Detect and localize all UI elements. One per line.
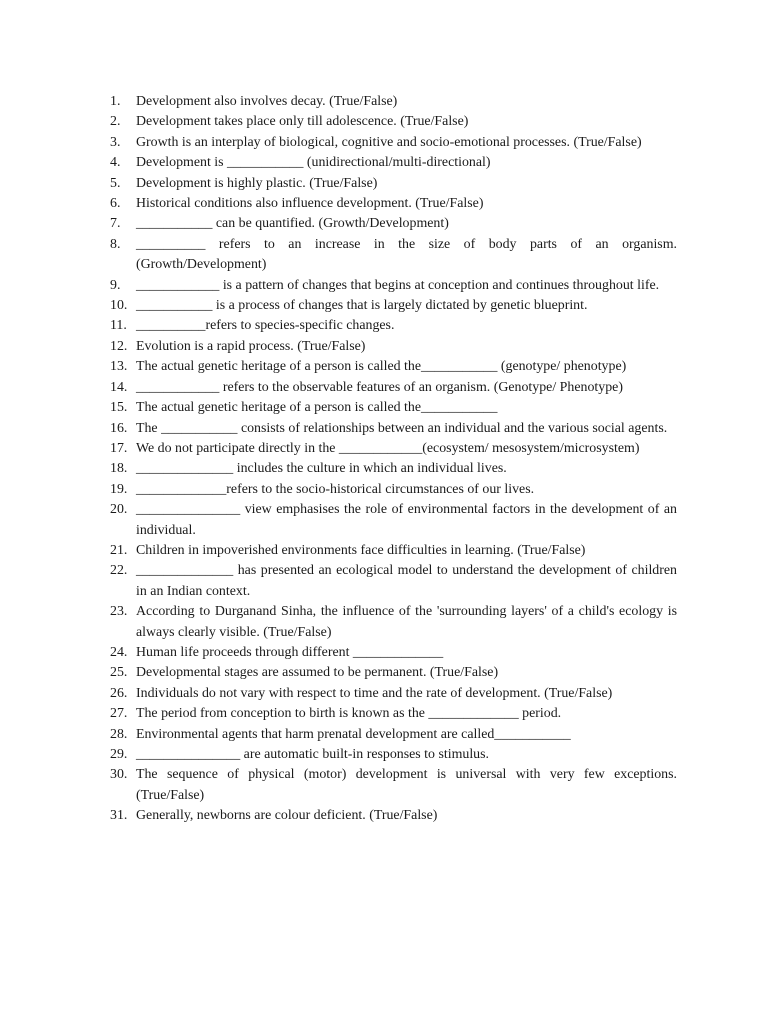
question-text: Evolution is a rapid process. (True/False) [136, 338, 366, 354]
question-text: ______________ includes the culture in which an individual lives. [136, 461, 507, 477]
question-number: 4. [110, 155, 121, 171]
question-text: Development is highly plastic. (True/False) [136, 175, 378, 191]
question-text: The actual genetic heritage of a person is called the___________ (genotype/ phenotype) [136, 359, 627, 375]
question-number: 7. [110, 216, 121, 232]
question-item [110, 745, 677, 765]
question-text: ____________ refers to the observable features of an organism. (Genotype/ Phenotype) [136, 379, 623, 395]
question-number: 25. [110, 665, 128, 681]
question-number: 24. [110, 644, 128, 660]
question-text: _______________ are automatic built-in responses to stimulus. [136, 747, 490, 762]
question-item [110, 276, 677, 296]
question-text: The period from conception to birth is known as the _____________ period. [136, 706, 562, 722]
question-number: 31. [110, 808, 128, 824]
question-text: According to Durganand Sinha, the influence of the 'surrounding layers' of a child's ecology is always clearly visible. (True/False) [136, 604, 677, 640]
question-number: 11. [110, 318, 127, 334]
question-item [110, 541, 677, 561]
question-text: __________refers to species-specific changes. [136, 318, 395, 334]
question-item [110, 459, 677, 479]
question-text: Children in impoverished environments face difficulties in learning. (True/False) [136, 542, 586, 558]
question-number: 29. [110, 747, 128, 762]
question-item [110, 419, 677, 439]
question-number: 17. [110, 440, 128, 456]
question-item [110, 806, 677, 826]
question-number: 9. [110, 277, 121, 293]
question-number: 20. [110, 502, 128, 518]
question-item [110, 133, 677, 153]
question-item [110, 480, 677, 500]
question-item [110, 684, 677, 704]
question-number: 3. [110, 134, 121, 150]
question-item [110, 725, 677, 745]
question-item [110, 643, 677, 663]
question-item [110, 174, 677, 194]
question-item [110, 194, 677, 214]
question-text: Development also involves decay. (True/False) [136, 94, 398, 109]
question-number: 12. [110, 338, 128, 354]
question-text: Individuals do not vary with respect to time and the rate of development. (True/False) [136, 685, 613, 701]
question-number: 27. [110, 706, 128, 722]
question-number: 19. [110, 481, 128, 497]
question-number: 28. [110, 726, 128, 742]
question-number: 8. [110, 236, 121, 252]
question-number: 26. [110, 685, 128, 701]
question-item [110, 378, 677, 398]
question-text: ______________ has presented an ecological model to understand the development of children in an Indian context. [136, 563, 677, 599]
question-number: 1. [110, 94, 121, 109]
question-text: Generally, newborns are colour deficient. (True/False) [136, 808, 438, 824]
question-number: 10. [110, 298, 128, 314]
question-item [110, 92, 677, 112]
question-number: 18. [110, 461, 128, 477]
question-text: The ___________ consists of relationships between an individual and the various social agents. [136, 420, 668, 436]
question-text: _______________ view emphasises the role of environmental factors in the development of an individual. [136, 502, 677, 538]
question-text: ____________ is a pattern of changes that begins at conception and continues throughout life. [136, 277, 660, 293]
question-item [110, 439, 677, 459]
question-item [110, 602, 677, 643]
question-text: Growth is an interplay of biological, cognitive and socio-emotional processes. (True/False) [136, 134, 642, 150]
question-text: Human life proceeds through different _____________ [136, 644, 444, 660]
question-list [110, 92, 677, 827]
question-text: Development takes place only till adolescence. (True/False) [136, 114, 469, 130]
question-item [110, 235, 677, 276]
question-item [110, 704, 677, 724]
question-item [110, 112, 677, 132]
question-item [110, 337, 677, 357]
question-number: 15. [110, 400, 128, 416]
question-item [110, 663, 677, 683]
question-item [110, 500, 677, 541]
question-item [110, 561, 677, 602]
question-text: The sequence of physical (motor) development is universal with very few exceptions. (True/False) [136, 767, 677, 803]
question-number: 21. [110, 542, 128, 558]
question-text: We do not participate directly in the ____________(ecosystem/ mesosystem/microsystem) [136, 440, 640, 456]
question-text: Developmental stages are assumed to be permanent. (True/False) [136, 665, 499, 681]
question-number: 30. [110, 767, 128, 783]
question-item [110, 153, 677, 173]
question-number: 23. [110, 604, 128, 620]
question-text: Historical conditions also influence development. (True/False) [136, 196, 484, 212]
question-number: 5. [110, 175, 121, 191]
question-text: _____________refers to the socio-historical circumstances of our lives. [136, 481, 535, 497]
question-text: __________ refers to an increase in the size of body parts of an organism. (Growth/Development) [136, 236, 677, 273]
question-text: ___________ is a process of changes that is largely dictated by genetic blueprint. [136, 298, 588, 314]
question-number: 14. [110, 379, 128, 395]
question-item [110, 765, 677, 806]
question-item [110, 316, 677, 336]
question-item [110, 398, 677, 418]
question-number: 16. [110, 420, 128, 436]
question-text: ___________ can be quantified. (Growth/Development) [136, 216, 449, 232]
question-item [110, 357, 677, 377]
question-number: 22. [110, 563, 128, 579]
question-number: 6. [110, 196, 121, 212]
question-text: Development is ___________ (unidirectional/multi-directional) [136, 155, 491, 171]
question-text: Environmental agents that harm prenatal development are called___________ [136, 726, 571, 742]
question-text: The actual genetic heritage of a person is called the___________ [136, 400, 498, 416]
question-item [110, 214, 677, 234]
question-item [110, 296, 677, 316]
question-number: 2. [110, 114, 121, 130]
question-number: 13. [110, 359, 128, 375]
